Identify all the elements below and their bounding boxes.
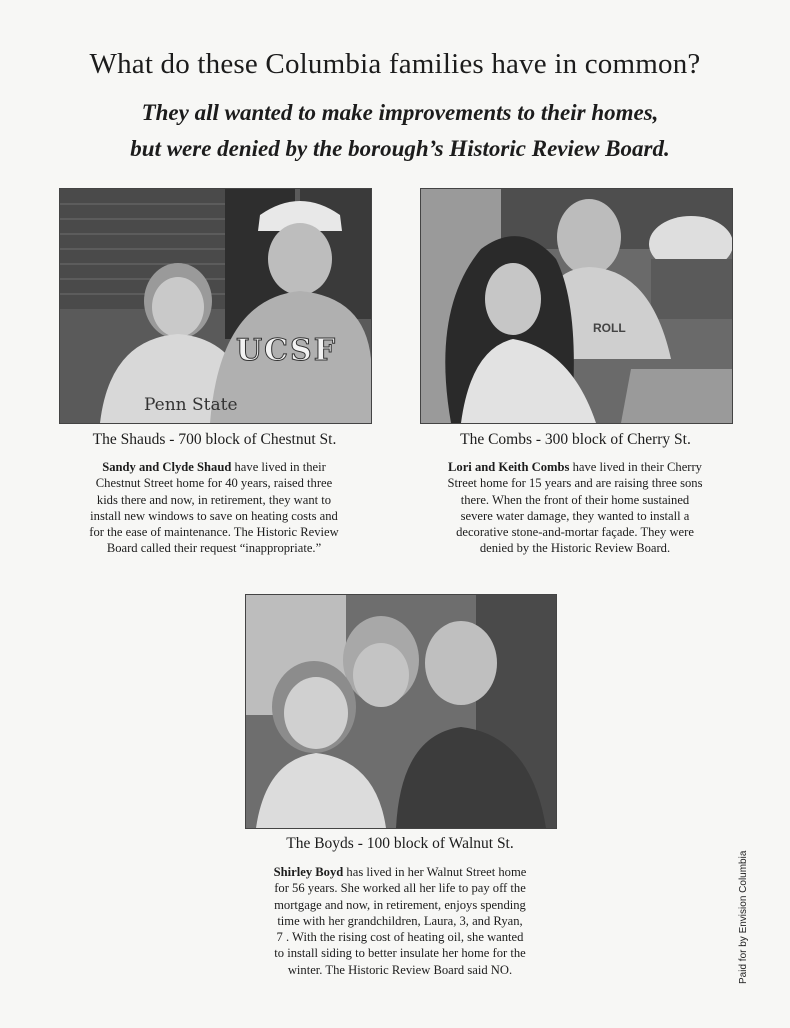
shaud-line-2: Chestnut Street home for 40 years, raised three bbox=[95, 476, 333, 491]
boyd-names: Shirley Boyd bbox=[273, 865, 344, 879]
combs-line-5: decorative stone-and-mortar façade. They were bbox=[456, 525, 694, 540]
combs-line-4: severe water damage, they wanted to install a bbox=[460, 508, 690, 523]
combs-names: Lori and Keith Combs bbox=[448, 460, 570, 474]
headline: What do these Columbia families have in common? bbox=[89, 48, 701, 80]
combs-line-6: denied by the Historic Review Board. bbox=[479, 541, 671, 556]
shaud-line-3: kids there and now, in retirement, they want to bbox=[96, 492, 332, 507]
shaud-names: Sandy and Clyde Shaud bbox=[102, 460, 232, 474]
boyd-line-6: to install siding to better insulate her home for the bbox=[274, 946, 526, 961]
shaud-story bbox=[44, 459, 384, 557]
boyd-line-1: has lived in her Walnut Street home bbox=[343, 865, 527, 879]
penn-state-shirt-text: Penn State bbox=[144, 395, 238, 415]
subhead-line-2: but were denied by the borough’s Historic Review Board. bbox=[130, 136, 670, 161]
combs-caption: The Combs - 300 block of Cherry St. bbox=[460, 431, 691, 448]
paid-for-notice: Paid for by Envision Columbia bbox=[738, 850, 749, 984]
roll-shirt-text: ROLL bbox=[593, 321, 626, 335]
boyd-line-3: mortgage and now, in retirement, enjoys spending bbox=[274, 897, 526, 912]
boyd-line-5: 7 . With the rising cost of heating oil, she wanted bbox=[276, 930, 524, 945]
combs-line-1: have lived in their Cherry bbox=[569, 460, 702, 474]
boyd-line-2: for 56 years. She worked all her life to pay off the bbox=[274, 881, 526, 896]
shaud-line-4: install new windows to save on heating costs and bbox=[90, 508, 338, 523]
shaud-family-photo bbox=[59, 188, 372, 424]
boyd-family-photo bbox=[245, 594, 557, 829]
ucsf-shirt-text: UCSF bbox=[236, 333, 338, 368]
shaud-caption: The Shauds - 700 block of Chestnut St. bbox=[92, 431, 337, 448]
boyd-line-7: winter. The Historic Review Board said NO. bbox=[287, 962, 513, 977]
combs-line-2: Street home for 15 years and are raising three sons bbox=[447, 476, 703, 491]
combs-photo-image bbox=[421, 189, 732, 423]
combs-line-3: there. When the front of their home sustained bbox=[460, 492, 690, 507]
combs-family-photo bbox=[420, 188, 733, 424]
shaud-line-5: for the ease of maintenance. The Historic Review bbox=[89, 525, 339, 540]
combs-story bbox=[405, 459, 745, 557]
shaud-line-1: have lived in their bbox=[231, 460, 326, 474]
boyd-line-4: time with her grandchildren, Laura, 3, and Ryan, bbox=[277, 913, 523, 928]
boyd-photo-image bbox=[246, 595, 556, 828]
boyd-story bbox=[232, 864, 568, 978]
shaud-photo-image bbox=[60, 189, 371, 423]
subhead-line-1: They all wanted to make improvements to their homes, bbox=[141, 100, 659, 125]
boyd-caption: The Boyds - 100 block of Walnut St. bbox=[286, 835, 514, 852]
shaud-line-6: Board called their request “inappropriate.” bbox=[106, 541, 322, 556]
